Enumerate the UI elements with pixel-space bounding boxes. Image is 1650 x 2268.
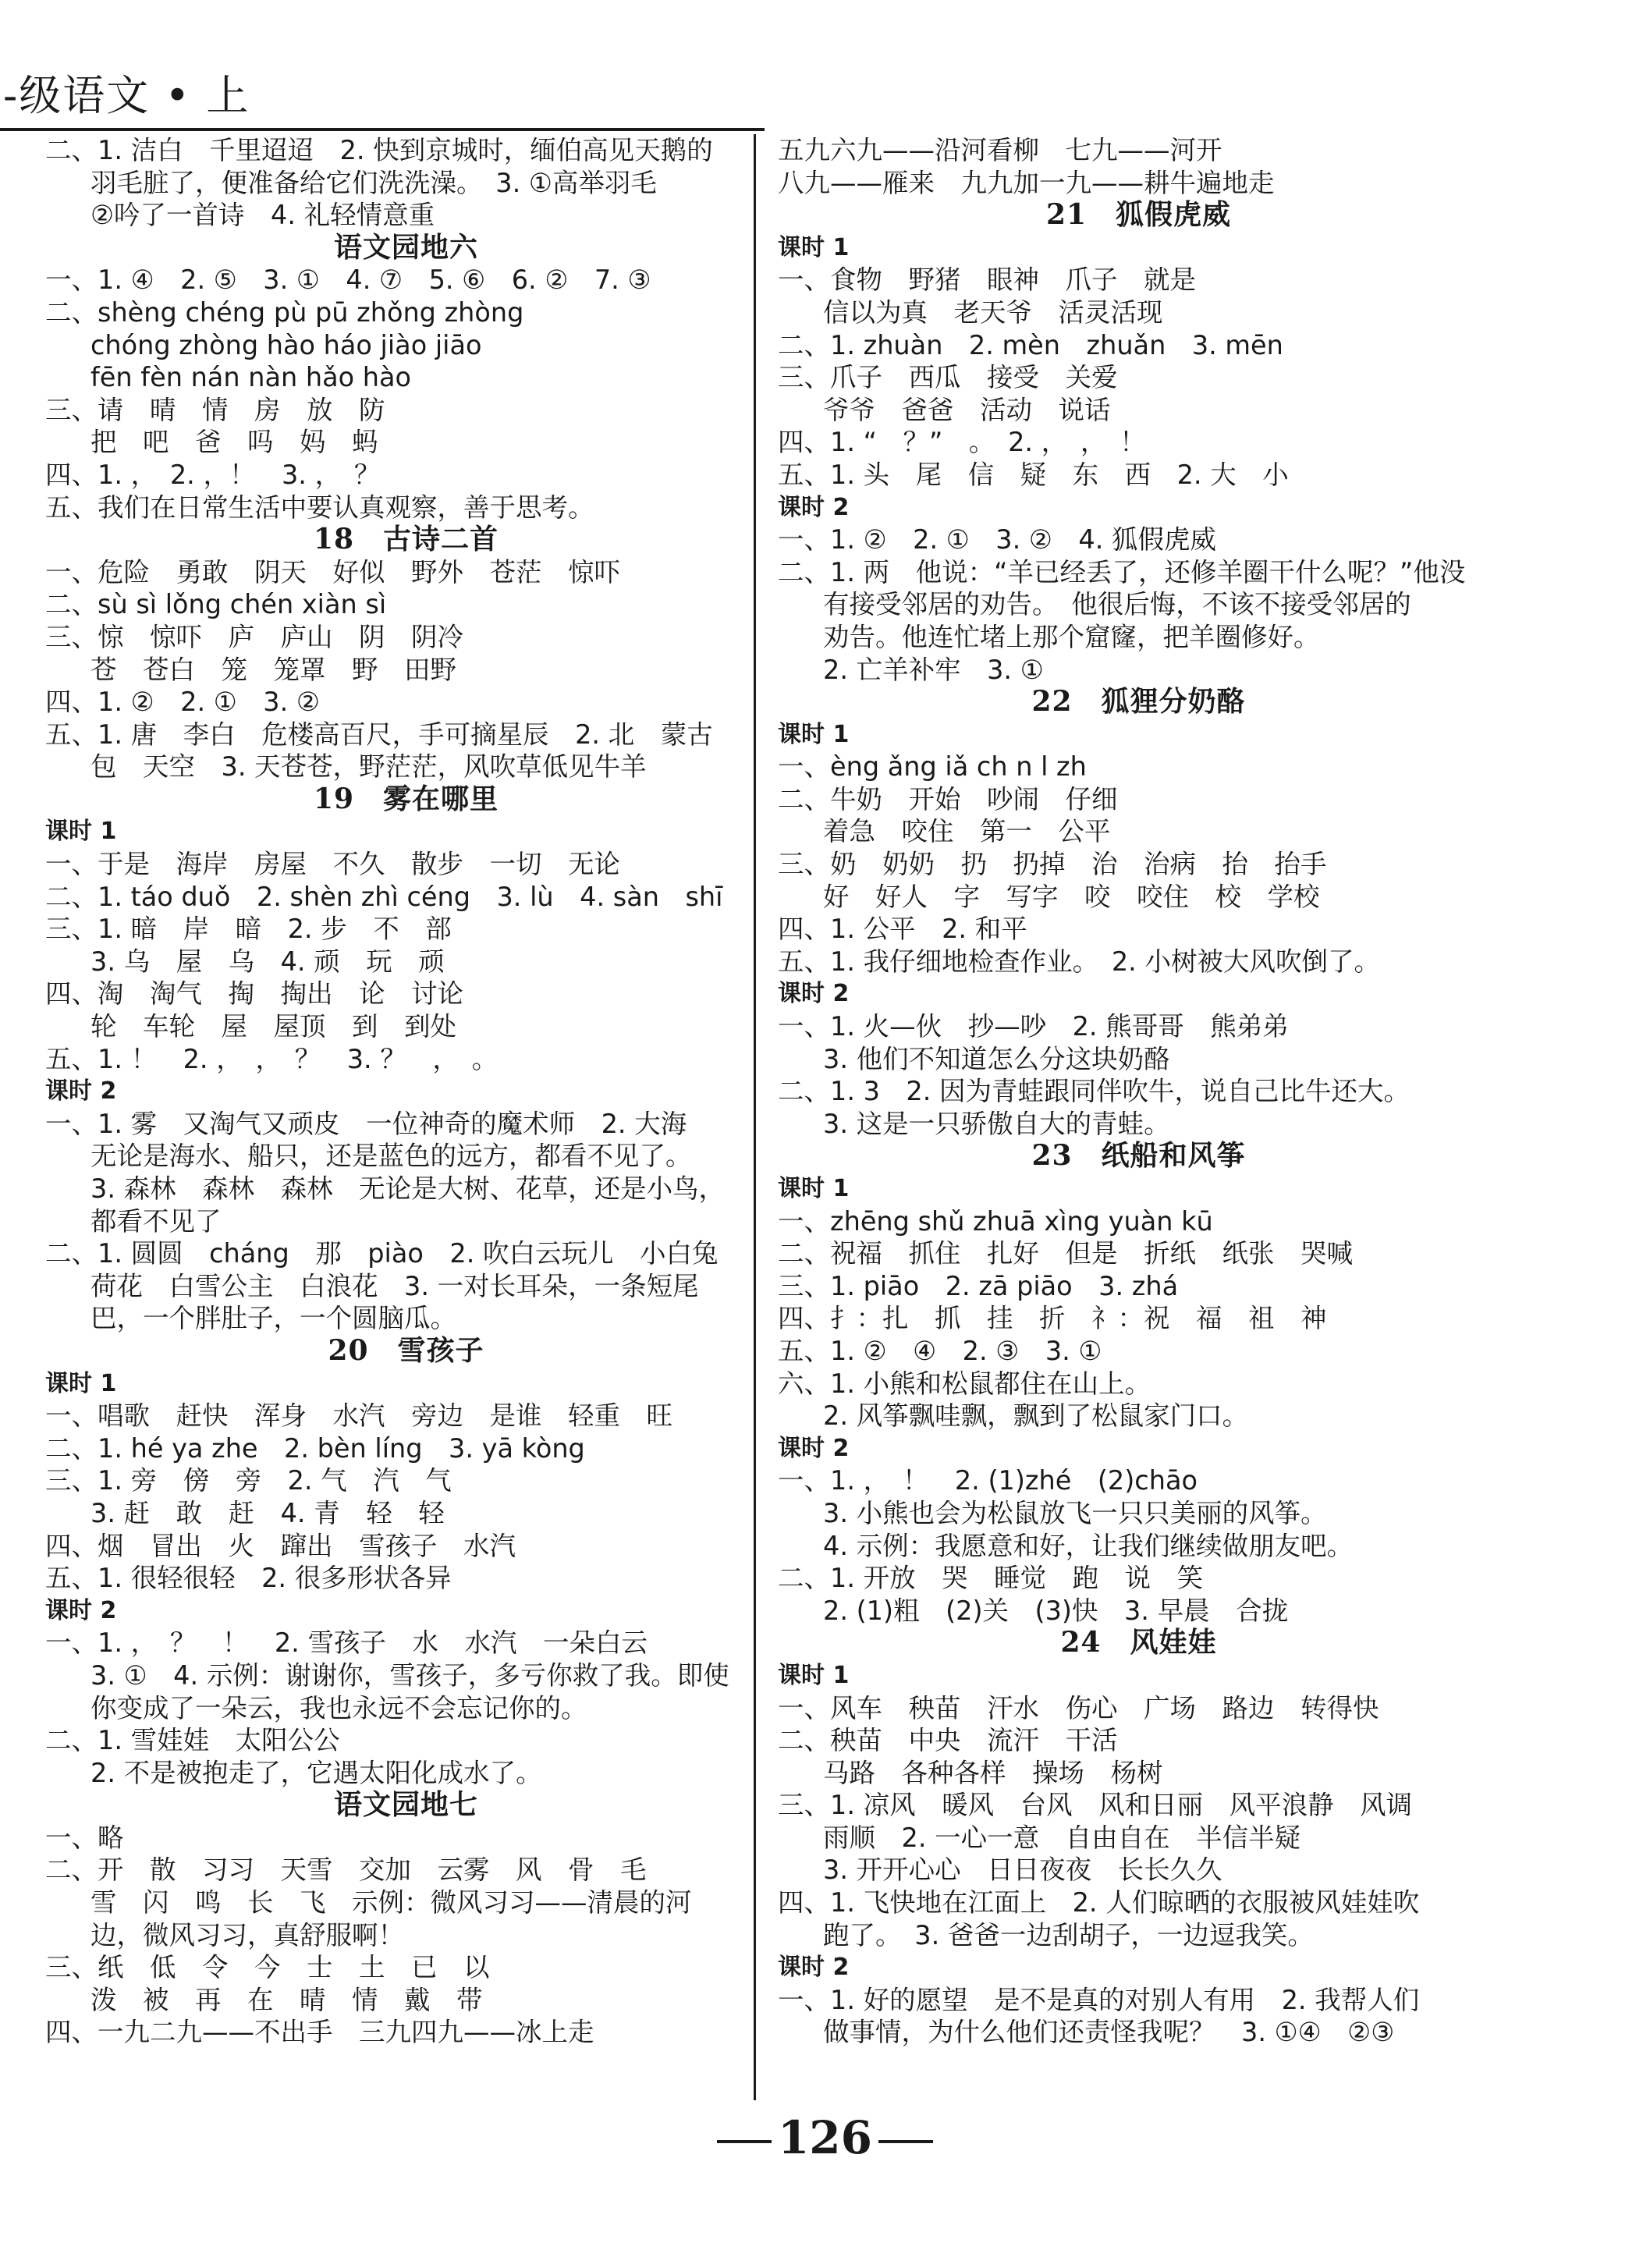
answer-line: 二、祝福 抓住 扎好 但是 折纸 纸张 哭喊 [778, 1238, 1353, 1269]
page-number-dash-right [878, 2140, 933, 2143]
answer-line: 3. 他们不知道怎么分这块奶酪 [823, 1043, 1170, 1074]
page-number-text: 126 [777, 2111, 873, 2164]
answer-line: 3. 赶 敢 赶 4. 青 轻 轻 [90, 1497, 445, 1528]
answer-line: 一、唱歌 赶快 浑身 水汽 旁边 是谁 轻重 旺 [45, 1400, 672, 1432]
answer-line: 一、1. 雾 又淘气又顽皮 一位神奇的魔术师 2. 大海 [45, 1108, 687, 1139]
answer-line: 好 好人 字 写字 咬 咬住 校 学校 [823, 881, 1320, 912]
lesson-label: 课时 1 [45, 1369, 117, 1397]
answer-line: 3. 这是一只骄傲自大的青蛙。 [823, 1108, 1170, 1139]
answer-line: 泼 被 再 在 晴 情 戴 带 [90, 1984, 483, 2015]
column-divider [754, 134, 756, 2100]
answer-line: 五、我们在日常生活中要认真观察，善于思考。 [45, 492, 594, 523]
answer-line: 有接受邻居的劝告。 他很后悔，不该不接受邻居的 [823, 589, 1411, 620]
answer-line: 五、1. 我仔细地检查作业。 2. 小树被大风吹倒了。 [778, 946, 1380, 977]
lesson-label: 课时 2 [45, 1596, 117, 1624]
answer-line: 一、1. ， ！ 2. (1)zhé (2)chāo [778, 1465, 1198, 1496]
answer-line: 一、1. 好的愿望 是不是真的对别人有用 2. 我帮人们 [778, 1984, 1420, 2015]
answer-line: 一、èng ǎng iǎ ch n l zh [778, 751, 1087, 783]
answer-line: 无论是海水、船只，还是蓝色的远方，都看不见了。 [90, 1141, 692, 1172]
answer-line: 三、请 晴 情 房 放 防 [45, 394, 385, 425]
answer-line: ②吟了一首诗 4. 礼轻情意重 [90, 200, 435, 231]
lesson-label: 课时 1 [778, 1661, 850, 1689]
page-number-dash-left [717, 2140, 772, 2143]
answer-line: 五、1. ② ④ 2. ③ 3. ① [778, 1335, 1102, 1366]
answer-line: 四、1. 公平 2. 和平 [778, 914, 1027, 945]
answer-line: 3. 乌 屋 乌 4. 顽 玩 顽 [90, 946, 445, 977]
answer-line: 雪 闪 鸣 长 飞 示例：微风习习——清晨的河 [90, 1887, 692, 1918]
answer-line: 五九六九——沿河看柳 七九——河开 [778, 135, 1222, 165]
left-column [45, 134, 767, 2100]
answer-line: 做事情，为什么他们还责怪我呢？ 3. ①④ ②③ [823, 2017, 1395, 2048]
answer-line: 劝告。他连忙堵上那个窟窿，把羊圈修好。 [823, 621, 1320, 652]
answer-line: 一、风车 秧苗 汗水 伤心 广场 路边 转得快 [778, 1692, 1379, 1723]
right-column [778, 134, 1499, 2100]
answer-line: 四、扌：扎 抓 挂 折 礻：祝 福 祖 神 [778, 1303, 1327, 1334]
answer-line: 三、1. 凉风 暖风 台风 风和日丽 风平浪静 风调 [778, 1790, 1413, 1821]
section-title: 23 纸船和风筝 [1031, 1139, 1246, 1173]
answer-line: 一、zhēng shǔ zhuā xìng yuàn kū [778, 1205, 1213, 1237]
answer-line: 爷爷 爸爸 活动 说话 [823, 394, 1111, 425]
answer-line: 2. (1)粗 (2)关 (3)快 3. 早晨 合拢 [823, 1595, 1289, 1626]
answer-line: 你变成了一朵云，我也永远不会忘记你的。 [90, 1692, 587, 1723]
answer-line: fēn fèn nán nàn hǎo hào [90, 362, 412, 393]
answer-line: 跑了。 3. 爸爸一边刮胡子，一边逗我笑。 [823, 1919, 1314, 1950]
page-header [0, 69, 765, 123]
answer-line: 八九——雁来 九九加一九——耕牛遍地走 [778, 167, 1275, 198]
answer-line: 五、1. 很轻很轻 2. 很多形状各异 [45, 1563, 452, 1594]
answer-line: 二、牛奶 开始 吵闹 仔细 [778, 783, 1118, 815]
answer-line: 信以为真 老天爷 活灵活现 [823, 296, 1163, 328]
section-title: 语文园地六 [333, 230, 478, 264]
answer-line: 4. 示例：我愿意和好，让我们继续做朋友吧。 [823, 1530, 1354, 1561]
answer-line: 包 天空 3. 天苍苍，野茫茫，风吹草低见牛羊 [90, 751, 647, 783]
answer-line: 3. 小熊也会为松鼠放飞一只只美丽的风筝。 [823, 1497, 1327, 1528]
answer-line: 2. 不是被抱走了，它遇太阳化成水了。 [90, 1757, 542, 1788]
answer-line: 2. 亡羊补牢 3. ① [823, 654, 1044, 685]
answer-line: 四、淘 淘气 掏 掏出 论 讨论 [45, 978, 463, 1010]
answer-line: 一、于是 海岸 房屋 不久 散步 一切 无论 [45, 849, 620, 880]
answer-line: 一、危险 勇敢 阴天 好似 野外 苍茫 惊吓 [45, 556, 620, 587]
section-title: 19 雾在哪里 [313, 782, 499, 815]
answer-line: 三、纸 低 令 今 士 土 已 以 [45, 1952, 490, 1983]
answer-line: 五、1. 头 尾 信 疑 东 西 2. 大 小 [778, 459, 1289, 490]
section-title: 22 狐狸分奶酪 [1031, 685, 1246, 719]
answer-line: 二、开 散 习习 天雪 交加 云雾 风 骨 毛 [45, 1855, 647, 1886]
answer-line: 三、爪子 西瓜 接受 关爱 [778, 362, 1118, 393]
answer-line: 苍 苍白 笼 笼罩 野 田野 [90, 654, 456, 685]
lesson-label: 课时 1 [778, 1175, 850, 1202]
answer-line: 二、1. 洁白 千里迢迢 2. 快到京城时，缅伯高见天鹅的 [45, 135, 713, 165]
answer-line: 3. 开开心心 日日夜夜 长长久久 [823, 1855, 1222, 1886]
answer-line: 3. 森林 森林 森林 无论是大树、花草，还是小鸟， [90, 1173, 726, 1204]
lesson-label: 课时 1 [778, 233, 850, 261]
lesson-label: 课时 1 [45, 818, 117, 846]
lesson-label: 课时 2 [778, 980, 850, 1008]
answer-line: 二、1. 圆圆 cháng 那 piào 2. 吹白云玩儿 小白兔 [45, 1238, 719, 1269]
answer-line: 2. 风筝飘哇飘，飘到了松鼠家门口。 [823, 1400, 1249, 1432]
answer-line: 一、1. ④ 2. ⑤ 3. ① 4. ⑦ 5. ⑥ 6. ② 7. ③ [45, 264, 651, 296]
answer-line: 四、1. 飞快地在江面上 2. 人们晾晒的衣服被风娃娃吹 [778, 1887, 1420, 1918]
answer-line: 羽毛脏了，便准备给它们洗洗澡。 3. ①高举羽毛 [90, 167, 657, 198]
answer-line: 三、1. 暗 岸 暗 2. 步 不 部 [45, 914, 452, 945]
section-title: 20 雪孩子 [328, 1333, 484, 1367]
answer-line: 三、奶 奶奶 扔 扔掉 治 治病 抬 抬手 [778, 849, 1327, 880]
header-rule [0, 128, 765, 131]
answer-line: 四、烟 冒出 火 蹿出 雪孩子 水汽 [45, 1530, 516, 1561]
answer-line: 六、1. 小熊和松鼠都住在山上。 [778, 1368, 1151, 1399]
answer-line: 二、1. 雪娃娃 太阳公公 [45, 1725, 340, 1756]
answer-line: 三、1. piāo 2. zā piāo 3. zhá [778, 1270, 1179, 1301]
section-title: 21 狐假虎威 [1045, 198, 1232, 232]
answer-line: 二、1. 开放 哭 睡觉 跑 说 笑 [778, 1563, 1204, 1594]
lesson-label: 课时 2 [778, 1954, 850, 1982]
lesson-label: 课时 2 [778, 1434, 850, 1462]
answer-line: 一、1. ② 2. ① 3. ② 4. 狐假虎威 [778, 524, 1217, 555]
answer-line: 三、1. 旁 傍 旁 2. 气 汽 气 [45, 1465, 452, 1496]
answer-line: 二、秧苗 中央 流汗 干活 [778, 1725, 1118, 1756]
answer-line: 雨顺 2. 一心一意 自由自在 半信半疑 [823, 1822, 1301, 1853]
answer-line: 五、1. ！ 2. ， ， ？ 3. ？ ， 。 [45, 1043, 499, 1074]
answer-line: 一、1. ， ？ ！ 2. 雪孩子 水 水汽 一朵白云 [45, 1627, 648, 1659]
answer-line: 都看不见了 [90, 1205, 222, 1237]
answer-line: 二、sù sì lǒng chén xiàn sì [45, 589, 387, 620]
answer-line: 3. ① 4. 示例：谢谢你，雪孩子，多亏你救了我。即使 [90, 1659, 729, 1691]
answer-line: 一、略 [45, 1822, 124, 1853]
answer-line: 四、1. “ ？” 。 2. ， ， ！ [778, 427, 1146, 458]
answer-line: 轮 车轮 屋 屋顶 到 到处 [90, 1011, 456, 1042]
answer-line: 二、1. táo duǒ 2. shèn zhì céng 3. lù 4. sàn shī [45, 881, 723, 912]
answer-line: 荷花 白雪公主 白浪花 3. 一对长耳朵，一条短尾 [90, 1270, 699, 1301]
lesson-label: 课时 1 [778, 720, 850, 748]
answer-line: 三、惊 惊吓 庐 庐山 阴 阴冷 [45, 621, 463, 652]
answer-line: 边，微风习习，真舒服啊！ [90, 1919, 404, 1950]
answer-line: 二、1. hé ya zhe 2. bèn líng 3. yā kòng [45, 1432, 585, 1464]
answer-line: 着急 咬住 第一 公平 [823, 816, 1111, 847]
header-title: -级语文 • 上 [3, 71, 250, 120]
answer-line: 四、一九二九——不出手 三九四九——冰上走 [45, 2017, 594, 2048]
answer-line: 一、1. 火—伙 抄—吵 2. 熊哥哥 熊弟弟 [778, 1011, 1289, 1042]
answer-line: 把 吧 爸 吗 妈 蚂 [90, 427, 378, 458]
lesson-label: 课时 2 [45, 1077, 117, 1106]
answer-line: 二、1. zhuàn 2. mèn zhuǎn 3. mēn [778, 329, 1283, 360]
answer-line: 马路 各种各样 操场 杨树 [823, 1757, 1163, 1788]
lesson-label: 课时 2 [778, 493, 850, 521]
answer-line: 一、食物 野猪 眼神 爪子 就是 [778, 264, 1196, 296]
answer-line: 二、1. 两 他说：“羊已经丢了，还修羊圈干什么呢？”他没 [778, 556, 1466, 587]
answer-line: 四、1. ， 2. ，！ 3. ， ？ [45, 459, 381, 490]
answer-line: 巴，一个胖肚子，一个圆脑瓜。 [90, 1303, 456, 1334]
answer-line: chóng zhòng hào háo jiào jiāo [90, 329, 482, 360]
answer-line: 二、1. 3 2. 因为青蛙跟同伴吹牛，说自己比牛还大。 [778, 1076, 1410, 1107]
answer-line: 四、1. ② 2. ① 3. ② [45, 687, 320, 718]
answer-line: 五、1. 唐 李白 危楼高百尺，手可摘星辰 2. 北 蒙古 [45, 719, 713, 750]
section-title: 24 风娃娃 [1060, 1626, 1217, 1659]
section-title: 18 古诗二首 [313, 523, 499, 556]
answer-line: 二、shèng chéng pù pū zhǒng zhòng [45, 296, 524, 328]
page-number [0, 2107, 1650, 2169]
section-title: 语文园地七 [333, 1788, 478, 1822]
